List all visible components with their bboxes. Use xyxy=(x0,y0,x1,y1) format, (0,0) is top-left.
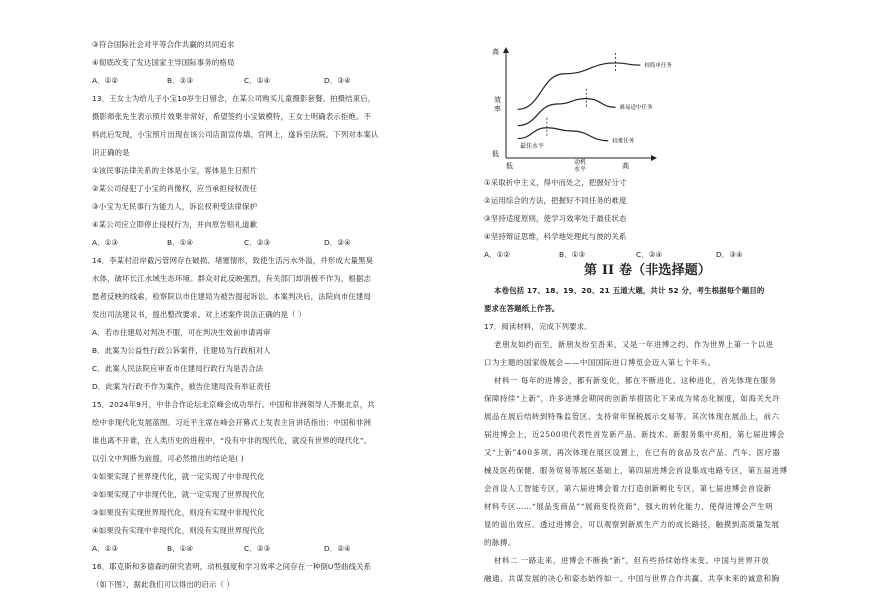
q12-option-4: ④彻底改变了发达国家主导国际事务的格局 xyxy=(92,58,235,67)
q15-choice-a[interactable]: A．①③ xyxy=(92,544,119,553)
q17-material-line: 械及医药保健、服务贸易等展区基础上，第四届进博会首设集成电路专区，第五届进博 xyxy=(484,466,788,475)
q13-stem-line: 识正确的是 xyxy=(92,148,130,157)
q16-statement: ③坚持适度原则，使学习效率处于最佳状态 xyxy=(484,214,627,223)
q14-stem-line: 愿者反映的线索，检察院以市住建局为被告提起诉讼。本案判决后，法院向市住建局 xyxy=(92,292,372,301)
q16-choice-b[interactable]: B．①③ xyxy=(559,250,586,259)
q13-choice-a[interactable]: A．①③ xyxy=(92,238,119,247)
q15-choice-b[interactable]: B．①④ xyxy=(167,544,194,553)
x-axis-title: 动机水平 xyxy=(574,159,587,172)
yerkes-dodson-chart xyxy=(484,40,684,172)
q12-choice-c[interactable]: C．①④ xyxy=(244,76,271,85)
q15-stem-line: 以引文中判断为前提，可必然推出的结论是( ) xyxy=(92,454,244,463)
q12-option-3: ③符合国际社会对平等合作共赢的共同追求 xyxy=(92,40,235,49)
q15-statement: ①如果实现了世界现代化，就一定实现了中非现代化 xyxy=(92,472,265,481)
q12-answer-options xyxy=(92,76,351,86)
curve-series-3 xyxy=(518,128,609,141)
q12-choice-a[interactable]: A．①② xyxy=(92,76,119,85)
q16-choice-d[interactable]: D．③④ xyxy=(716,250,743,259)
x-axis-high-label: 高 xyxy=(622,162,629,170)
q17-material-line: 的脉搏。 xyxy=(484,538,516,547)
q13-stem-line: 料此后发现，小宝照片出现在该公司店面宣传墙、官网上，遂诉至法院。下列对本案认 xyxy=(92,130,379,139)
q13-statement: ④某公司应立即停止侵权行为，并向原告赔礼道歉 xyxy=(92,220,258,229)
section-intro: 本卷包括 17、18、19、20、21 五道大题，共计 52 分，考生根据每个题目的 xyxy=(494,286,765,295)
q17-material-line: 材料二 一路走来，进博会不断换“新”，但有些持续始终未变。中国与世界开放 xyxy=(494,556,770,565)
q15-choice-d[interactable]: D．②④ xyxy=(324,544,351,553)
q17-material-line: 保障持续“上新”，许多进博会期间的创新举措固化下来成为常态化制度，如海关允许 xyxy=(484,394,781,403)
q13-choice-c[interactable]: C．②③ xyxy=(244,238,271,247)
q17-material-line: 又“上新”400多项。再次体现在展区设置上，在已有的食品及农产品、汽车、医疗器 xyxy=(484,448,781,457)
q14-stem-line: 水体，破坏长江水域生态环境。群众对此反映强烈，有关部门却消极不作为，根据志 xyxy=(92,274,372,283)
q14-stem-line: 14．李某村沿岸截污管网存在破损、堵塞情形，致使生活污水外溢，并形成大量黑臭 xyxy=(92,256,374,265)
q13-choice-b[interactable]: B．①④ xyxy=(167,238,194,247)
q14-choice-b[interactable]: B．此案为公益性行政公诉案件，住建局为行政相对人 xyxy=(92,346,271,355)
curve-series-1 xyxy=(518,63,641,109)
q16-stem-line: （如下图），据此我们可以得出的启示（ ） xyxy=(92,580,235,589)
q17-material-line: 材料专区……“展品变商品”“展商变投资商”，强大的转化能力，使得进博会产生明 xyxy=(484,502,774,511)
q13-stem-line: 13．王女士为给儿子小宝10岁生日留念，在某公司购买儿童摄影套餐。拍摄结束后， xyxy=(92,94,376,103)
y-axis-title: 效率 xyxy=(494,96,501,113)
q13-choice-d[interactable]: D．②④ xyxy=(324,238,351,247)
q17-paragraph-line: 老朋友如约而至，新朋友纷至沓来，又是一年进博之约。作为世界上第一个以进 xyxy=(494,340,774,349)
q15-stem-line: 15．2024年9月，中非合作论坛北京峰会成功举行。中国和非洲领导人齐聚北京，共 xyxy=(92,400,375,409)
q16-choice-c[interactable]: C．②④ xyxy=(636,250,663,259)
y-axis-high-label: 高 xyxy=(492,48,499,56)
q16-answer-options xyxy=(484,250,743,260)
q17-material-line: 显的溢出效应。透过进博会，可以观察到新质生产力的成长路径，触摸到高质量发展 xyxy=(484,520,780,529)
chart-curves xyxy=(518,53,673,145)
q17-material-line: 届进博会上，近2500项代表性首发新产品、新技术、新服务集中亮相，第七届进博会 xyxy=(484,430,785,439)
q15-choice-c[interactable]: C．②③ xyxy=(244,544,271,553)
series-label-2: 难易适中任务 xyxy=(619,105,653,112)
q15-statement: ③如果没有实现世界现代化，则没有实现中非现代化 xyxy=(92,508,265,517)
q15-statement: ②如果实现了中非现代化，就一定实现了世界现代化 xyxy=(92,490,265,499)
q13-stem-line: 摄影师张先生表示照片效果非常好，希望签约小宝做模特，王女士明确表示拒绝。不 xyxy=(92,112,372,121)
q17-material-line: 会首设人工智能专区，第六届进博会着力打造创新孵化专区，第七届进博会首设新 xyxy=(484,484,772,493)
q14-choice-a[interactable]: A．若市住建局对判决不服，可在判决生效前申请再审 xyxy=(92,328,271,337)
q14-choice-d[interactable]: D．此案为行政不作为案件，被告住建局没有举证责任 xyxy=(92,382,272,391)
q13-statement: ②某公司侵犯了小宝的肖像权，应当承担侵权责任 xyxy=(92,184,258,193)
y-axis-title-text: 效 xyxy=(494,96,501,104)
q12-choice-b[interactable]: B．②③ xyxy=(167,76,194,85)
q14-choice-c[interactable]: C．此案人民法院应审查市住建局行政行为是否合法 xyxy=(92,364,264,373)
q16-statement: ④坚持辩证思维，科学地处理此与彼的关系 xyxy=(484,232,627,241)
section-intro: 要求在答题纸上作答。 xyxy=(484,304,560,313)
q15-statement: ④如果没有实现中非现代化，则没有实现世界现代化 xyxy=(92,526,265,535)
series-label-1: 较简单任务 xyxy=(644,63,672,70)
q17-heading: 17．阅读材料，完成下列要求。 xyxy=(484,322,592,331)
x-axis-low-label: 低 xyxy=(506,162,513,170)
q16-choice-a[interactable]: A．①② xyxy=(484,250,511,259)
q17-paragraph-line: 口为主题的国家级展会——中国国际进口博览会迈入第七个年头。 xyxy=(484,358,716,367)
q16-statement: ②运用综合的方法，把握好不同任务的难度 xyxy=(484,196,627,205)
q13-answer-options xyxy=(92,238,351,248)
q16-stem-line: 16．耶克斯和多德森的研究表明，动机强度和学习效率之间存在一种倒U型曲线关系 xyxy=(92,562,372,571)
q17-material-line: 展品在展后结转到特殊监管区、支持常年保税展示交易等。其次体现在展品上，前六 xyxy=(484,412,780,421)
series-label-3: 较难任务 xyxy=(612,138,635,145)
q13-statement: ①该民事法律关系的主体是小宝，客体是生日照片 xyxy=(92,166,258,175)
q15-stem-line: 谁也离不开谁，在人类历史的进程中，“没有中非的现代化，就没有世界的现代化”。 xyxy=(92,436,372,445)
y-axis-low-label: 低 xyxy=(492,150,499,158)
q12-choice-d[interactable]: D．③④ xyxy=(324,76,351,85)
optimal-level-annotation: 最佳水平 xyxy=(520,143,545,150)
q14-stem-line: 发出司法建议书，提出整改要求。对上述案件说法正确的是（ ） xyxy=(92,310,306,319)
q13-statement: ③小宝为无民事行为能力人，诉讼权利受法律保护 xyxy=(92,202,258,211)
q15-stem-line: 绘中非现代化发展蓝图。习近平主席在峰会开幕式上发表主旨讲话指出：中国和非洲 xyxy=(92,418,372,427)
q17-material-line: 材料一 每年的进博会，都有新变化，都在不断进化。这种进化，首先体现在服务 xyxy=(494,376,777,385)
section-title: 第 II 卷（非选择题） xyxy=(584,263,712,278)
q15-answer-options xyxy=(92,544,351,554)
q17-material-line: 融通、共谋发展的决心和姿态始终如一。中国与世界合作共赢、共享未来的诚意和胸 xyxy=(484,574,780,583)
q16-statement: ①采取折中主义，得中而处之，把握好分寸 xyxy=(484,178,627,187)
